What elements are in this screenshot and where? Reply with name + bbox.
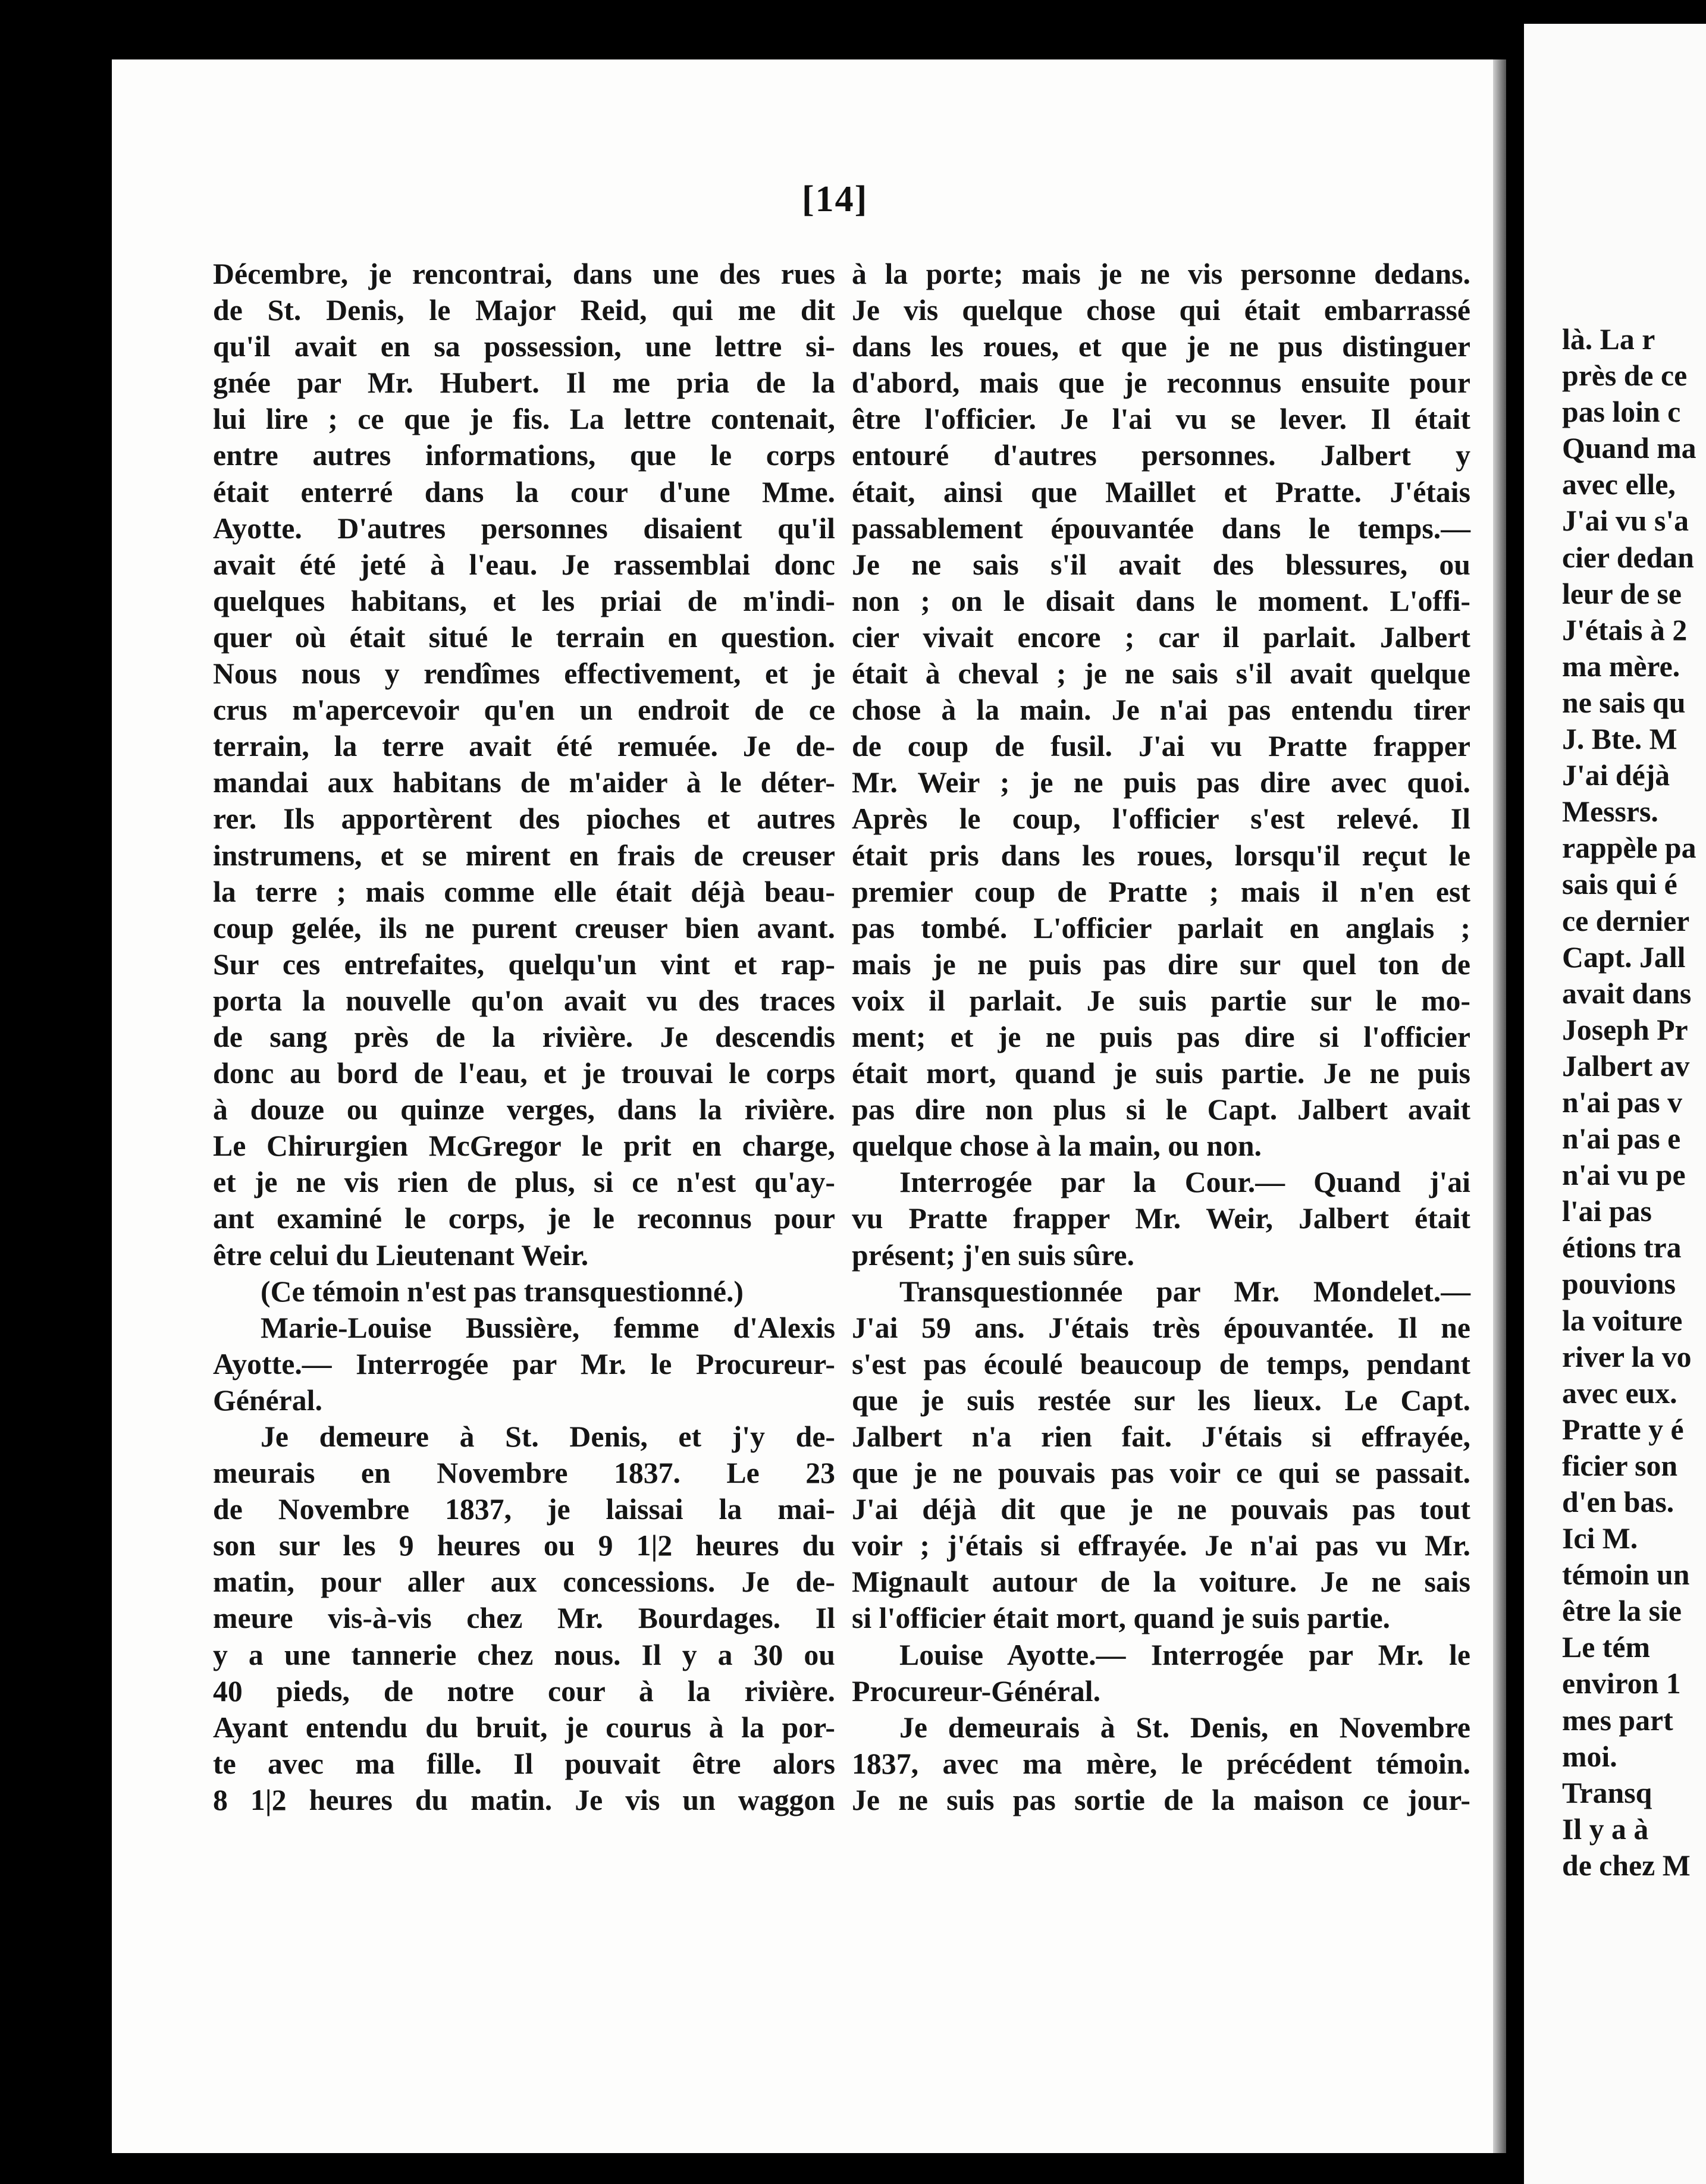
text-line-right: pas tombé. L'officier parlait en anglais ; bbox=[852, 911, 1470, 944]
next-page-line: J'étais à 2 bbox=[1562, 613, 1688, 647]
text-line-right: si l'officier était mort, quand je suis partie. bbox=[852, 1602, 1390, 1635]
next-page-line: Ici M. bbox=[1562, 1522, 1638, 1555]
text-line-right: être l'officier. Je l'ai vu se lever. Il était bbox=[852, 403, 1470, 436]
text-line-left: Ayant entendu du bruit, je courus à la por- bbox=[213, 1711, 835, 1744]
text-line-left: donc au bord de l'eau, et je trouvai le corps bbox=[213, 1057, 835, 1090]
next-page-line: Joseph Pr bbox=[1562, 1013, 1688, 1046]
text-line-left: Général. bbox=[213, 1383, 322, 1417]
next-page-line: ce dernier bbox=[1562, 904, 1690, 937]
text-line-left: crus m'apercevoir qu'en un endroit de ce bbox=[213, 694, 835, 727]
text-line-right: Après le coup, l'officier s'est relevé. Il bbox=[852, 802, 1470, 836]
text-line-right: ment; et je ne puis pas dire si l'officier bbox=[852, 1020, 1470, 1053]
text-line-right: 1837, avec ma mère, le précédent témoin. bbox=[852, 1747, 1470, 1780]
next-page-line: Quand ma bbox=[1562, 432, 1696, 465]
next-page-line: Capt. Jall bbox=[1562, 940, 1686, 974]
text-line-left: à douze ou quinze verges, dans la rivière. bbox=[213, 1093, 835, 1126]
text-line-right: Mignault autour de la voiture. Je ne sais bbox=[852, 1565, 1470, 1599]
next-page-line: ne sais qu bbox=[1562, 686, 1686, 719]
text-line-right: quelque chose à la main, ou non. bbox=[852, 1129, 1262, 1163]
page-number: [14] bbox=[802, 179, 868, 219]
next-page-line: pas loin c bbox=[1562, 396, 1681, 429]
text-line-left: gnée par Mr. Hubert. Il me pria de la bbox=[213, 366, 835, 400]
text-line-right: que je suis restée sur les lieux. Le Capt. bbox=[852, 1383, 1470, 1417]
text-line-right: Je ne suis pas sortie de la maison ce jour- bbox=[852, 1783, 1470, 1816]
text-line-right: dans les roues, et que je ne pus distinguer bbox=[852, 330, 1470, 363]
text-line-right: Mr. Weir ; je ne puis pas dire avec quoi. bbox=[852, 766, 1470, 799]
next-page-line: être la sie bbox=[1562, 1595, 1682, 1628]
text-line-left: lui lire ; ce que je fis. La lettre contenait, bbox=[213, 403, 835, 436]
text-line-right: Interrogée par la Cour.— Quand j'ai bbox=[899, 1166, 1470, 1199]
text-line-right: entouré d'autres personnes. Jalbert y bbox=[852, 439, 1470, 472]
next-page-line: avait dans bbox=[1562, 977, 1692, 1010]
next-page-line: l'ai pas bbox=[1562, 1195, 1652, 1228]
next-page-line: n'ai vu pe bbox=[1562, 1159, 1686, 1192]
next-page-line: mes part bbox=[1562, 1703, 1673, 1737]
text-line-left: être celui du Lieutenant Weir. bbox=[213, 1238, 589, 1272]
next-page-line: d'en bas. bbox=[1562, 1486, 1674, 1518]
text-line-right: de coup de fusil. J'ai vu Pratte frapper bbox=[852, 730, 1470, 763]
text-line-left: Ayotte.— Interrogée par Mr. le Procureur- bbox=[213, 1347, 835, 1380]
text-line-right: non ; on le disait dans le moment. L'offi- bbox=[852, 584, 1470, 617]
text-line-left: Je demeure à St. Denis, et j'y de- bbox=[261, 1420, 835, 1453]
next-page-line: près de ce bbox=[1562, 359, 1688, 393]
next-page-line: J. Bte. M bbox=[1562, 723, 1677, 756]
text-line-left: était enterré dans la cour d'une Mme. bbox=[213, 475, 835, 509]
text-line-right: était à cheval ; je ne sais s'il avait quelque bbox=[852, 657, 1470, 691]
next-page-line: Le tém bbox=[1562, 1631, 1650, 1664]
text-line-left: Ayotte. D'autres personnes disaient qu'il bbox=[213, 512, 835, 545]
text-line-left: porta la nouvelle qu'on avait vu des traces bbox=[213, 984, 835, 1017]
next-page-line: étions tra bbox=[1562, 1231, 1682, 1264]
text-line-right: premier coup de Pratte ; mais il n'en est bbox=[852, 875, 1470, 908]
text-line-left: Nous nous y rendîmes effectivement, et je bbox=[213, 657, 835, 691]
text-line-right: chose à la main. Je n'ai pas entendu tirer bbox=[852, 694, 1470, 727]
next-page-line: pouvions bbox=[1562, 1267, 1676, 1301]
text-line-left: quer où était situé le terrain en question. bbox=[213, 620, 835, 654]
text-line-left: de Novembre 1837, je laissai la mai- bbox=[213, 1493, 835, 1526]
text-line-right: vu Pratte frapper Mr. Weir, Jalbert était bbox=[852, 1202, 1470, 1235]
next-page-line: Il y a à bbox=[1562, 1812, 1649, 1846]
text-line-left: ant examiné le corps, je le reconnus pour bbox=[213, 1202, 835, 1235]
next-page-line: rappèle pa bbox=[1562, 831, 1696, 865]
next-page-column bbox=[1562, 321, 1706, 1884]
text-line-right: Procureur-Général. bbox=[852, 1674, 1101, 1708]
text-line-right: Je vis quelque chose qui était embarrassé bbox=[852, 294, 1470, 327]
next-page-line: J'ai déjà bbox=[1562, 759, 1670, 792]
next-page-line: témoin un bbox=[1562, 1558, 1690, 1592]
text-line-right: que je ne pouvais pas voir ce qui se passait. bbox=[852, 1457, 1470, 1490]
next-page-line: leur de se bbox=[1562, 577, 1682, 610]
text-line-right: Je ne sais s'il avait des blessures, ou bbox=[852, 548, 1470, 581]
text-line-right: à la porte; mais je ne vis personne dedans. bbox=[852, 258, 1470, 290]
next-page-line: là. La r bbox=[1562, 323, 1655, 356]
text-line-left: quelques habitans, et les priai de m'indi- bbox=[213, 584, 835, 617]
text-line-right: cier vivait encore ; car il parlait. Jalbert bbox=[852, 620, 1470, 654]
text-line-left: Sur ces entrefaites, quelqu'un vint et rap- bbox=[213, 947, 835, 981]
text-line-right: était, ainsi que Maillet et Pratte. J'étais bbox=[852, 475, 1470, 509]
text-line-left: mandai aux habitans de m'aider à le déter- bbox=[213, 766, 835, 799]
text-line-left: qu'il avait en sa possession, une lettre si- bbox=[213, 330, 835, 363]
text-line-left: te avec ma fille. Il pouvait être alors bbox=[213, 1747, 835, 1780]
next-page-line: moi. bbox=[1562, 1740, 1617, 1773]
next-page-line: de chez M bbox=[1562, 1849, 1691, 1882]
text-line-right: présent; j'en suis sûre. bbox=[852, 1238, 1134, 1272]
next-page-line: Transq bbox=[1562, 1776, 1652, 1809]
text-line-left: coup gelée, ils ne purent creuser bien avant. bbox=[213, 911, 835, 944]
next-page-line: J'ai vu s'a bbox=[1562, 504, 1689, 538]
next-page-line: river la vo bbox=[1562, 1340, 1692, 1373]
text-line-right: J'ai déjà dit que je ne pouvais pas tout bbox=[852, 1493, 1470, 1526]
text-line-right: voix il parlait. Je suis partie sur le mo- bbox=[852, 984, 1470, 1017]
text-line-left: matin, pour aller aux concessions. Je de- bbox=[213, 1565, 835, 1599]
next-page-line: Pratte y é bbox=[1562, 1413, 1684, 1446]
next-page-line: n'ai pas v bbox=[1562, 1085, 1683, 1119]
text-line-right: voir ; j'étais si effrayée. Je n'ai pas vu Mr. bbox=[852, 1529, 1470, 1562]
next-page-line: cier dedan bbox=[1562, 541, 1694, 574]
next-page-line: ma mère. bbox=[1562, 649, 1680, 683]
text-line-left: instrumens, et se mirent en frais de creuser bbox=[213, 839, 835, 872]
next-page-line: avec elle, bbox=[1562, 468, 1676, 501]
text-line-right: était mort, quand je suis partie. Je ne puis bbox=[852, 1057, 1470, 1090]
next-page-line: Jalbert av bbox=[1562, 1049, 1690, 1082]
next-page-line: avec eux. bbox=[1562, 1376, 1677, 1410]
text-line-left: y a une tannerie chez nous. Il y a 30 ou bbox=[213, 1638, 835, 1671]
next-page-line: la voiture bbox=[1562, 1304, 1683, 1337]
next-page-line: sais qui é bbox=[1562, 868, 1677, 901]
text-line-left: Marie-Louise Bussière, femme d'Alexis bbox=[261, 1311, 835, 1344]
text-line-right: Louise Ayotte.— Interrogée par Mr. le bbox=[899, 1638, 1470, 1671]
text-line-right: Transquestionnée par Mr. Mondelet.— bbox=[899, 1275, 1470, 1308]
text-line-left: son sur les 9 heures ou 9 1|2 heures du bbox=[213, 1529, 835, 1562]
text-line-left: rer. Ils apportèrent des pioches et autres bbox=[213, 802, 835, 836]
text-line-left: meurais en Novembre 1837. Le 23 bbox=[213, 1457, 835, 1490]
text-line-right: Jalbert n'a rien fait. J'étais si effrayée, bbox=[852, 1420, 1470, 1453]
next-page-line: environ 1 bbox=[1562, 1667, 1681, 1700]
text-line-left: Décembre, je rencontrai, dans une des rues bbox=[213, 258, 835, 290]
text-line-right: passablement épouvantée dans le temps.— bbox=[852, 512, 1470, 545]
next-page-line: Messrs. bbox=[1562, 795, 1658, 829]
text-column-left bbox=[213, 256, 835, 1818]
text-line-left: (Ce témoin n'est pas transquestionné.) bbox=[261, 1275, 744, 1308]
text-line-left: et je ne vis rien de plus, si ce n'est qu'ay- bbox=[213, 1166, 835, 1199]
text-line-left: de St. Denis, le Major Reid, qui me dit bbox=[213, 294, 835, 327]
text-column-right bbox=[852, 256, 1470, 1818]
text-line-right: Je demeurais à St. Denis, en Novembre bbox=[899, 1711, 1470, 1744]
text-line-right: était pris dans les roues, lorsqu'il reçut le bbox=[852, 839, 1470, 872]
text-line-right: mais je ne puis pas dire sur quel ton de bbox=[852, 947, 1470, 981]
next-page-line: n'ai pas e bbox=[1562, 1122, 1681, 1156]
text-line-left: la terre ; mais comme elle était déjà beau- bbox=[213, 875, 835, 908]
text-line-left: 40 pieds, de notre cour à la rivière. bbox=[213, 1674, 835, 1708]
page-edge bbox=[1493, 59, 1506, 2153]
text-line-right: pas dire non plus si le Capt. Jalbert avait bbox=[852, 1093, 1470, 1126]
text-line-left: terrain, la terre avait été remuée. Je de- bbox=[213, 730, 835, 763]
text-line-right: d'abord, mais que je reconnus ensuite pour bbox=[852, 366, 1470, 400]
next-page-line: ficier son bbox=[1562, 1449, 1678, 1482]
text-line-left: meure vis-à-vis chez Mr. Bourdages. Il bbox=[213, 1602, 835, 1635]
text-line-right: s'est pas écoulé beaucoup de temps, pendant bbox=[852, 1347, 1470, 1380]
text-line-left: avait été jeté à l'eau. Je rassemblai donc bbox=[213, 548, 835, 581]
text-line-left: entre autres informations, que le corps bbox=[213, 439, 835, 472]
text-line-left: de sang près de la rivière. Je descendis bbox=[213, 1020, 835, 1053]
text-line-left: 8 1|2 heures du matin. Je vis un waggon bbox=[213, 1783, 835, 1816]
text-line-left: Le Chirurgien McGregor le prit en charge, bbox=[213, 1129, 835, 1163]
text-line-right: J'ai 59 ans. J'étais très épouvantée. Il ne bbox=[852, 1311, 1470, 1344]
